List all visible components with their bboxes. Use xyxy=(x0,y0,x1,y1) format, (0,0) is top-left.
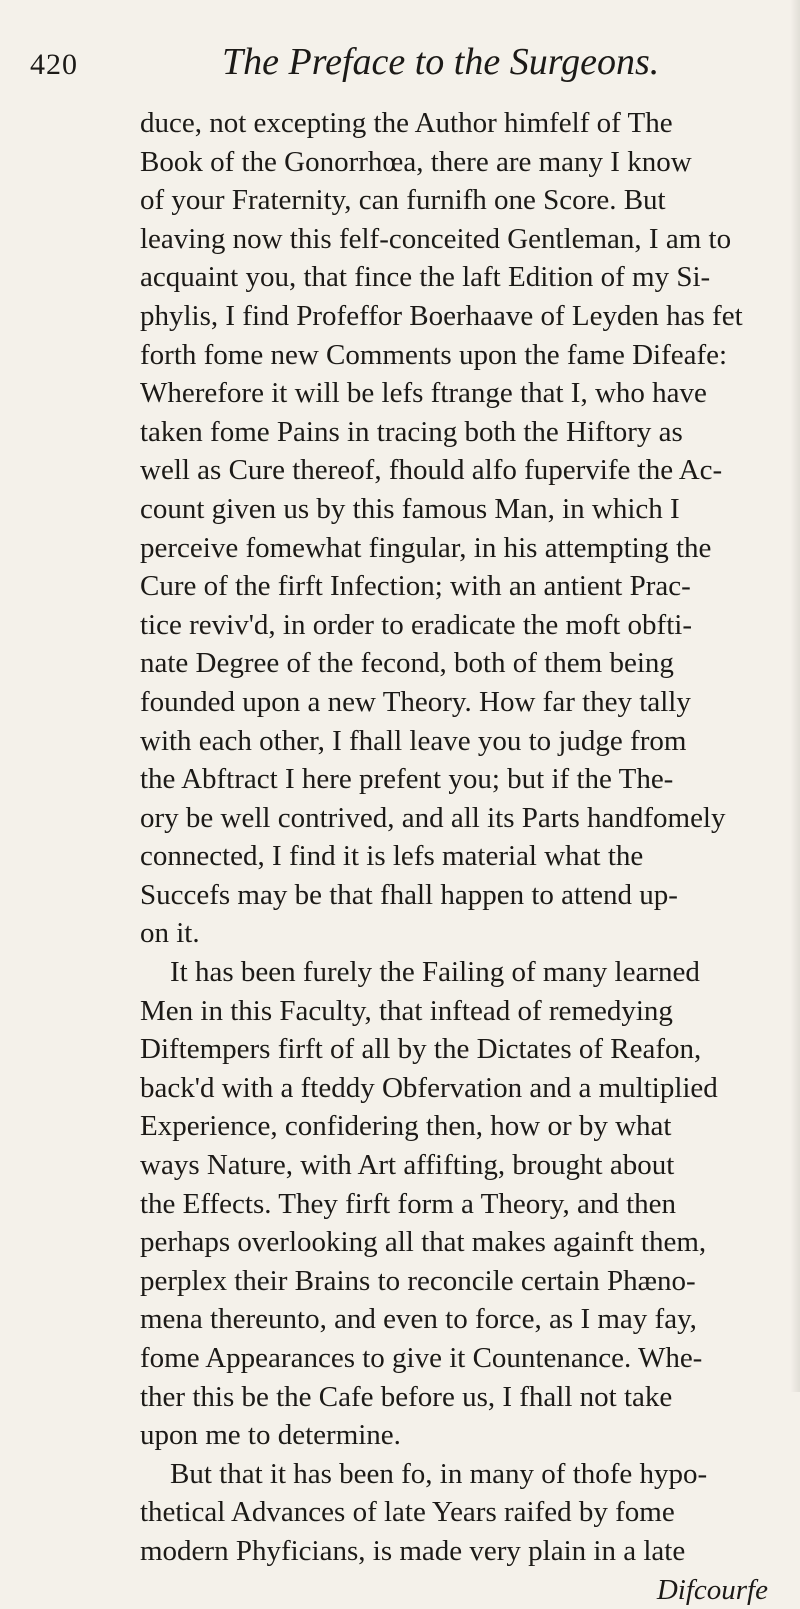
text-line: ory be well contrived, and all its Parts handfomely xyxy=(140,801,726,834)
text-line: Succefs may be that fhall happen to attend up- xyxy=(140,878,678,911)
page-number: 420 xyxy=(30,48,78,81)
text-line: Diftempers firft of all by the Dictates of Reafon, xyxy=(140,1033,702,1066)
text-line: founded upon a new Theory. How far they tally xyxy=(140,685,691,718)
text-line: fome Appearances to give it Countenance. Whe- xyxy=(140,1342,703,1374)
text-line: nate Degree of the fecond, both of them being xyxy=(140,647,674,680)
text-line: modern Phyficians, is made very plain in a late xyxy=(140,1534,686,1567)
text-line: taken fome Pains in tracing both the Hiftory as xyxy=(140,415,683,448)
text-line: on it. xyxy=(140,917,200,950)
text-line: ways Nature, with Art affifting, brought about xyxy=(140,1149,675,1182)
text-line: Wherefore it will be lefs ftrange that I, who have xyxy=(140,377,707,410)
text-line: well as Cure thereof, fhould alfo fupervife the Ac- xyxy=(140,454,723,487)
text-line: tice reviv'd, in order to eradicate the moft obfti- xyxy=(140,608,692,641)
text-line: upon me to determine. xyxy=(140,1419,401,1452)
text-line: leaving now this felf-conceited Gentleman, I am to xyxy=(140,222,732,255)
text-line: connected, I find it is lefs material what the xyxy=(140,840,644,873)
text-line: of your Fraternity, can furnifh one Score. But xyxy=(140,184,666,217)
catchword: Difcourfe xyxy=(656,1573,768,1606)
text-line: with each other, I fhall leave you to judge from xyxy=(140,724,687,757)
text-line: Men in this Faculty, that inftead of remedying xyxy=(140,994,673,1027)
text-line: thetical Advances of late Years raifed by fome xyxy=(140,1496,675,1529)
text-line: the Abftract I here prefent you; but if the The- xyxy=(140,763,674,796)
text-line: duce, not excepting the Author himfelf of The xyxy=(140,107,673,139)
page-edge-shadow xyxy=(790,0,800,1392)
paragraph-start-line: But that it has been fo, in many of thofe hypo- xyxy=(170,1457,708,1490)
text-line: the Effects. They firft form a Theory, and then xyxy=(140,1187,677,1220)
text-line: perceive fomewhat fingular, in his attempting the xyxy=(140,531,712,564)
paragraph-start-line: It has been furely the Failing of many learned xyxy=(170,956,700,989)
text-line: acquaint you, that fince the laft Edition of my Si- xyxy=(140,261,711,294)
body-text xyxy=(140,104,790,1609)
text-line: perhaps overlooking all that makes againft them, xyxy=(140,1226,707,1259)
text-line: back'd with a fteddy Obfervation and a multiplied xyxy=(140,1071,718,1104)
text-line: count given us by this famous Man, in which I xyxy=(140,492,680,525)
text-line: Book of the Gonorrhœa, there are many I know xyxy=(140,145,692,178)
text-line: Experience, confidering then, how or by what xyxy=(140,1110,672,1143)
text-line: mena thereunto, and even to force, as I may fay, xyxy=(140,1303,697,1336)
running-head: The Preface to the Surgeons. xyxy=(222,41,660,83)
text-line: ther this be the Cafe before us, I fhall not take xyxy=(140,1380,673,1413)
text-line: phylis, I find Profeffor Boerhaave of Leyden has fet xyxy=(140,299,743,332)
text-line: forth fome new Comments upon the fame Difeafe: xyxy=(140,338,728,371)
text-line: perplex their Brains to reconcile certain Phæno- xyxy=(140,1264,696,1297)
text-line: Cure of the firft Infection; with an antient Prac- xyxy=(140,570,691,603)
